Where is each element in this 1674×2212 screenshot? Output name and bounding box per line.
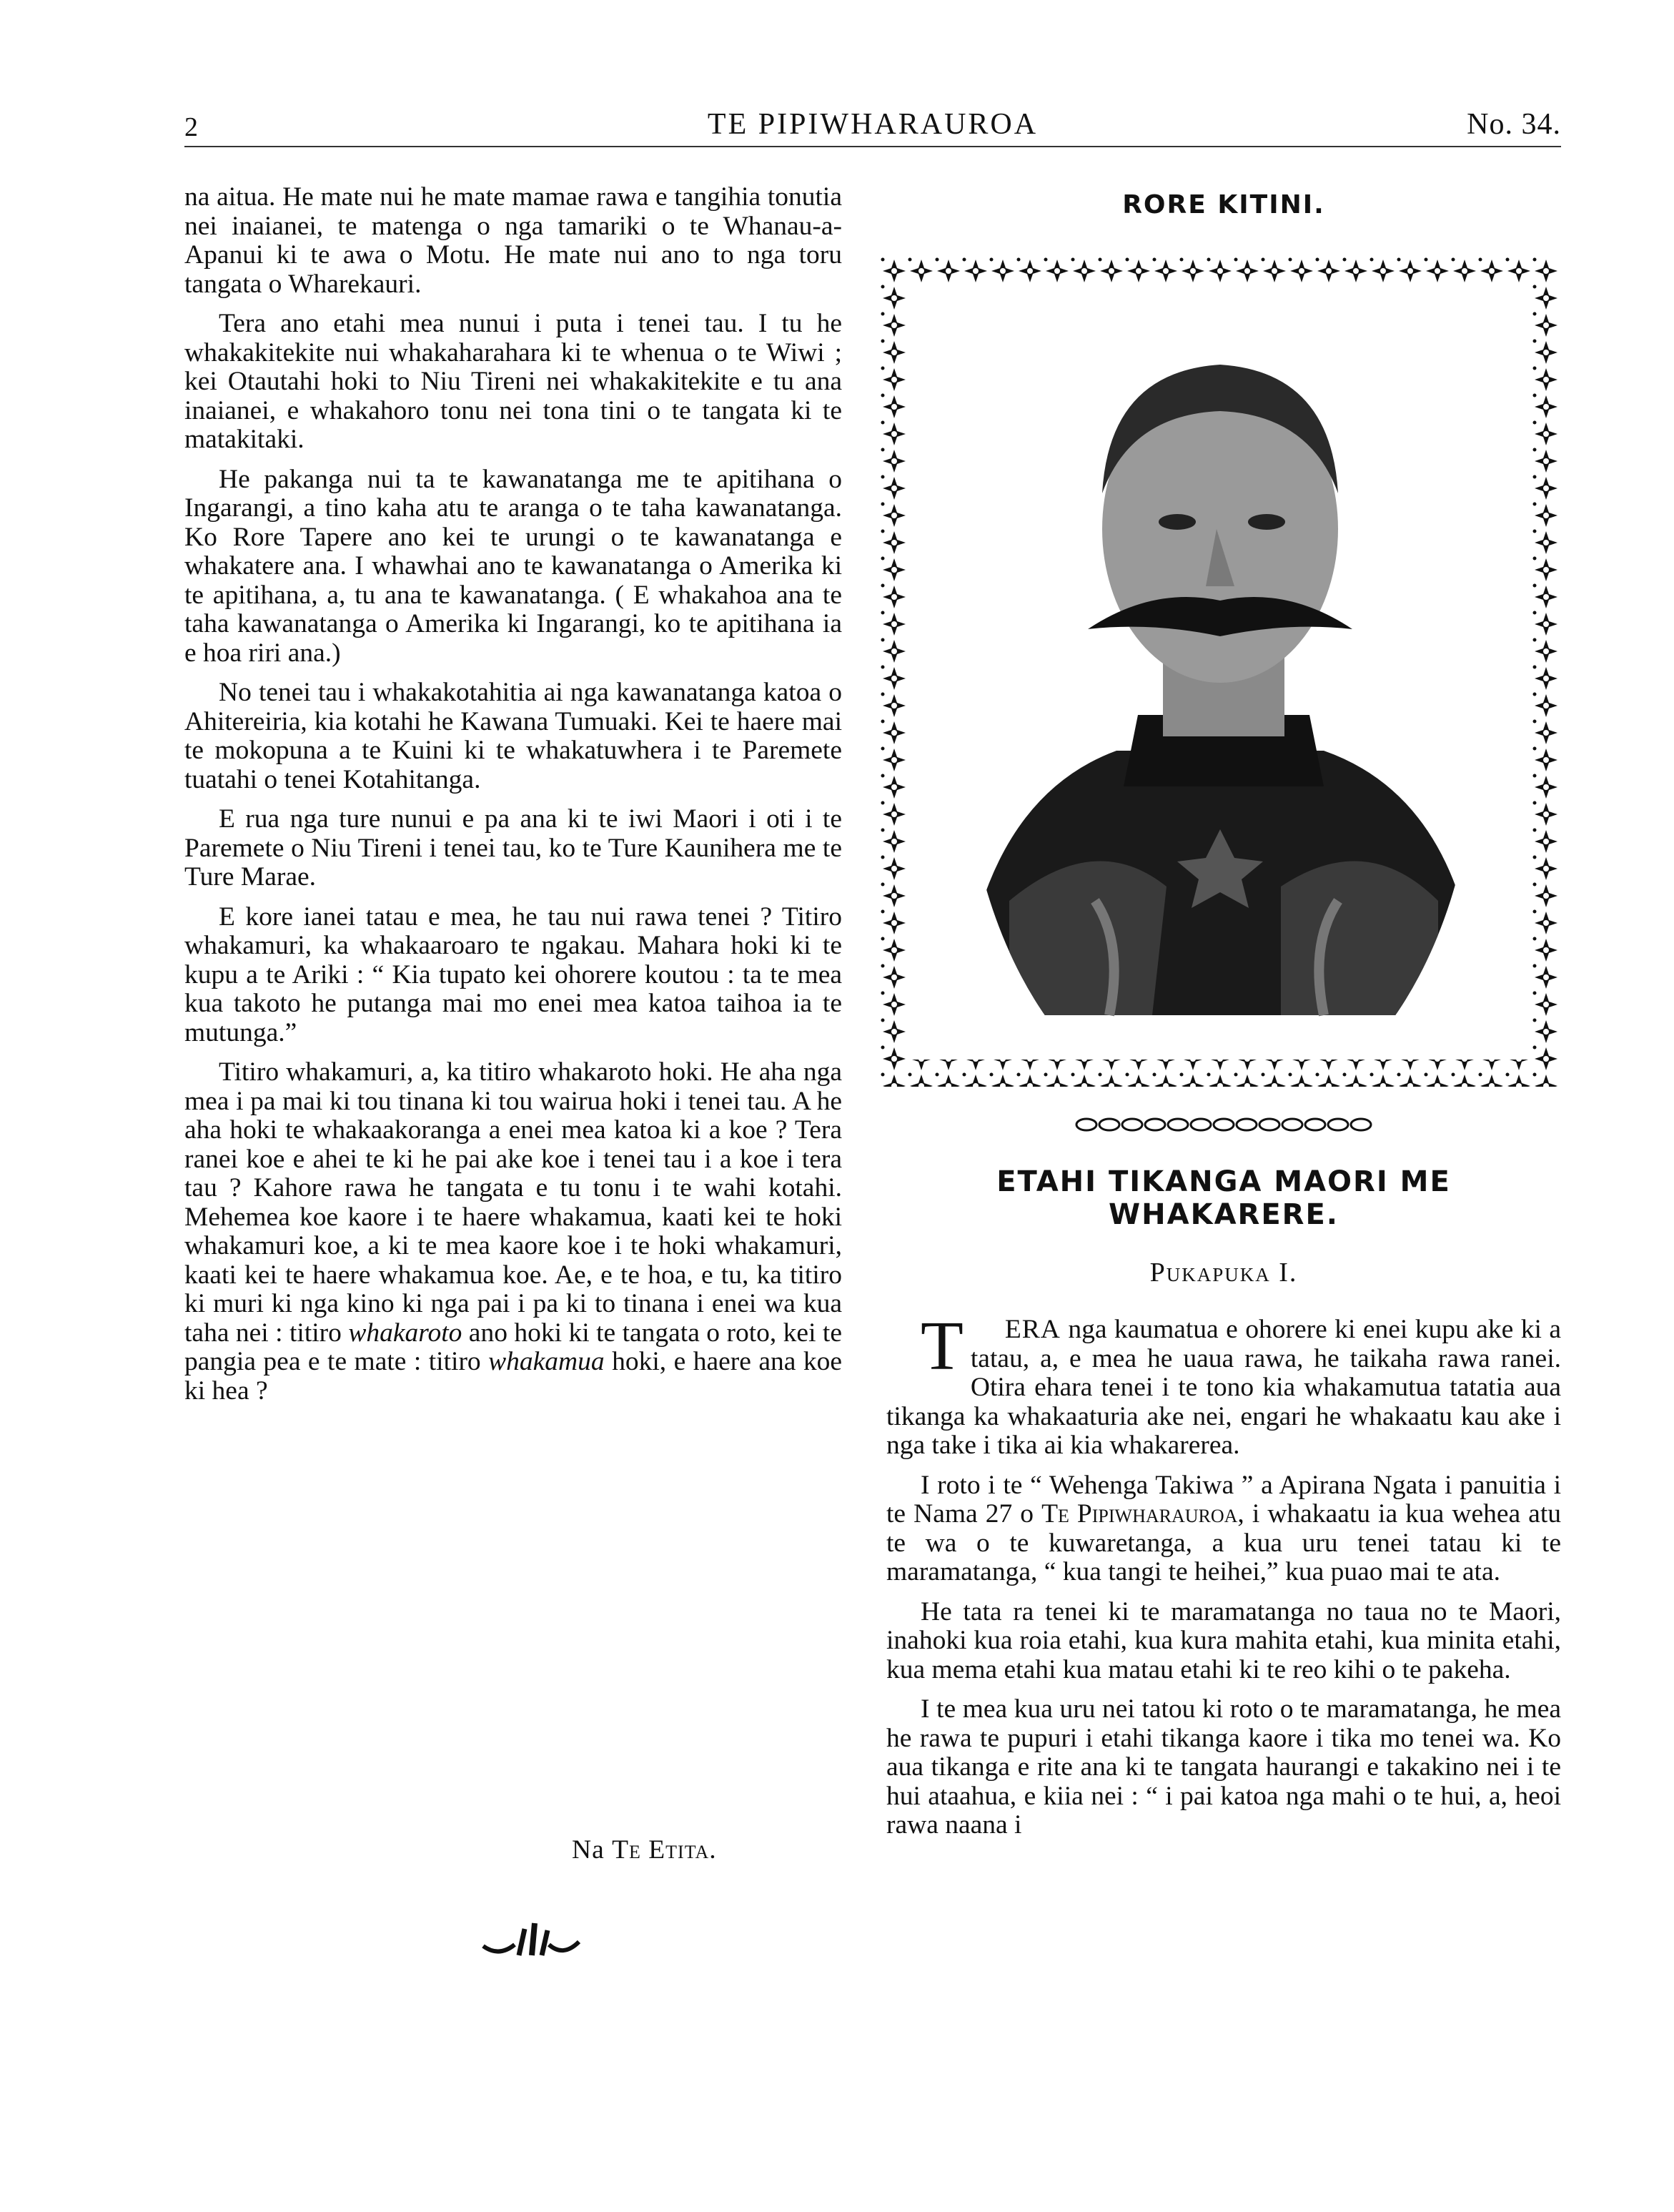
fleuron-ornament [477, 1916, 585, 1966]
italic-word: whakaroto [348, 1318, 462, 1348]
first-word: ERA [1004, 1315, 1061, 1344]
paragraph: Tera ano etahi mea nunui i puta i tenei tau. I tu he whakakitekite nui whakaharahara ki te whenua o te Wiwi ; kei Otautahi hoki to Niu Tireni nei whakakitekite e tu ana inaianei, e whakahoro tonu nei tona tini o te tangata ki te matakitaki. [184, 309, 842, 454]
article-title-line: WHAKARERE. [1109, 1198, 1339, 1231]
right-column-text [886, 1308, 1561, 1851]
paragraph: I te mea kua uru nei tatou ki roto o te maramatanga, he mea he rawa te pupuri i etahi tikanga kaore i tika mo tenei wa. Ko aua tikanga e rite ana ki te tangata haurangi e takakino nei i te hui ataahua, e kiia nei : “ i pai katoa nga mahi o te hui, a, heoi rawa naana i [886, 1694, 1561, 1840]
portrait-with-border [881, 257, 1560, 1087]
left-column [184, 183, 842, 1416]
text-run: ano hoki ki te tangata o roto, kei te pangia pea e te mate : titiro [184, 1318, 842, 1376]
paragraph: E rua nga ture nunui e pa ana ki te iwi Maori i oti i te Paremete o Niu Tireni i tenei tau, ko te Ture Kaunihera me te Ture Marae. [184, 804, 842, 892]
paragraph: No tenei tau i whakakotahitia ai nga kawanatanga katoa o Ahitereiria, kia kotahi he Kawana Tumuaki. Kei te haere mai te mokopuna a te Kuini ki te whakatuwhera i te Paremete tuatahi o tenei Kotahitanga. [184, 678, 842, 794]
article-subheading: Pukapuka I. [1149, 1258, 1298, 1288]
issue-number: No. 34. [1467, 108, 1561, 141]
paragraph [184, 1058, 842, 1406]
paragraph: He tata ra tenei ki te maramatanga no taua no te Maori, inahoki kua roia etahi, kua kura mahita etahi, kua minita etahi, kua mema etahi kua matau etahi ki te reo kihi o te pakeha. [886, 1596, 1561, 1684]
paragraph: He pakanga nui ta te kawanatanga me te apitihana o Ingarangi, a tino kaha atu te aranga o te taha kawanatanga. Ko Rore Tapere ano kei te urungi o te kawanatanga e whakatere ana. I whawhai ano te kawanatanga o Amerika ki te apitihana, a, tu ana te kawanatanga. ( E whakahoa ana te taha kawanatanga o Amerika ki Ingarangi, ko te apitihana ia e hoa riri ana.) [184, 464, 842, 668]
paragraph [886, 1308, 1561, 1461]
paragraph: E kore ianei tatau e mea, he tau nui rawa tenei ? Titiro whakamuri, ka whakaaroaro te ngakau. Mahara hoki ki te kupu a te Ariki : “ Kia tupato kei ohorere koutou : ta te mea kua takoto he putanga mai mo enei mea katoa taihoa ia te mutunga.” [184, 902, 842, 1047]
text-run: , i whakaatu ia kua wehea atu te wa o te kuwaretanga, a kua uru tenei tatau ki te maramatanga, “ kua tangi te heihei,” kua puao mai te ata. [886, 1499, 1561, 1586]
text-run: nga kaumatua e ohorere ki enei kupu ake ki a tatau, a, e mea he uaua rawa, he taikaha rawa ranei. Otira ehara tenei i te tono kia whakamutua tatatia aua tikanga ka whakaaturia ake nei, engari he whakaatu kau ake i nga take i tika ai kia whakarerea. [886, 1315, 1561, 1460]
header-rule [184, 146, 1561, 147]
portrait-title: RORE KITINI. [1122, 190, 1325, 219]
paragraph: na aitua. He mate nui he mate mamae rawa e tangihia tonutia nei inaianei, te matenga o nga tamariki o te Whanau-a-Apanui ki te awa o Motu. He mate nui ano to nga toru tangata o Wharekauri. [184, 182, 842, 299]
editor-signature [572, 1835, 717, 1865]
article-title-line: ETAHI TIKANGA MAORI ME [996, 1165, 1451, 1198]
chain-divider [1072, 1115, 1372, 1134]
signature-name: Te Etita. [612, 1835, 717, 1865]
text-run: Titiro whakamuri, a, ka titiro whakaroto hoki. He aha nga mea i pa mai ki tou tinana ki tou wairua hoki i tenei tau. A he aha hoki te whakaakoranga a enei mea katoa ki a koe ? Tera ranei koe e ahei te ki he pai ake koe i tenei tau i a koe i tera tau ? Kahore rawa he tangata e tu tonu i te wahi kotahi. Mehemea koe kaore i te haere whakamua, kaati kei te hoki whakamuri koe, a ki te mea kaore koe i te hoki whakamuri, kaati kei te haere whakamua koe. Ae, e te hoa, e tu, ka titiro ki muri ki nga kino ki nga pai i pa ki to tinana i enei wa kua taha nei : titiro [184, 1057, 842, 1348]
newspaper-title: TE PIPIWHARAUROA [707, 108, 1039, 141]
running-header [184, 107, 1561, 150]
newspaper-name: Te Pipiwharauroa [1041, 1499, 1238, 1529]
article-title [886, 1165, 1561, 1231]
text-run: I roto i te “ Wehenga Takiwa ” a Apirana Ngata i panuitia i te Nama 27 o [886, 1470, 1561, 1529]
drop-cap: T [921, 1308, 964, 1385]
italic-word: whakamua [488, 1347, 605, 1376]
signature-prefix: Na [572, 1835, 613, 1865]
text-run: hoki, e haere ana koe ki hea ? [184, 1347, 842, 1406]
paragraph [886, 1471, 1561, 1587]
page-number: 2 [184, 112, 198, 142]
